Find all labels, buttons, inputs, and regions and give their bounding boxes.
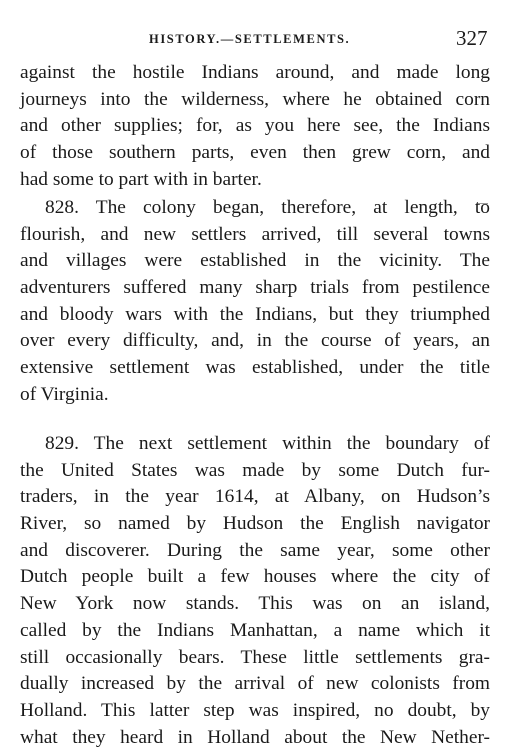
text-line: of those southern parts, even then grew corn, and	[20, 142, 490, 164]
page-number: 327	[456, 26, 488, 50]
text-line: and bloody wars with the Indians, but they triumphed	[20, 303, 490, 325]
text-line: of Virginia.	[20, 383, 109, 405]
text-line: what they heard in Holland about the New Nether-	[20, 726, 490, 748]
text-line: the United States was made by some Dutch fur-	[20, 459, 490, 481]
text-line: 829. The next settlement within the boundary of	[45, 433, 490, 454]
text-line: 828. The colony began, therefore, at length, to	[45, 197, 490, 218]
text-line: against the hostile Indians around, and made long	[20, 62, 490, 83]
text-line: traders, in the year 1614, at Albany, on Hudson’s	[20, 486, 490, 508]
text-line: New York now stands. This was on an island,	[20, 593, 490, 615]
running-title: HISTORY.—SETTLEMENTS.	[149, 32, 351, 46]
paragraph-829	[20, 431, 490, 751]
text-line: over every difficulty, and, in the course of years, an	[20, 330, 490, 352]
text-line: journeys into the wilderness, where he obtained corn	[20, 88, 490, 110]
text-line: and discoverer. During the same year, some other	[20, 539, 490, 561]
text-line: and other supplies; for, as you here see, the Indians	[20, 115, 490, 137]
text-line: extensive settlement was established, under the title	[20, 357, 490, 379]
paragraph-continuation	[20, 60, 490, 193]
text-line: Holland. This latter step was inspired, no doubt, by	[20, 699, 490, 721]
text-line: and villages were established in the vicinity. The	[20, 250, 490, 272]
text-line: Dutch people built a few houses where the city of	[20, 566, 490, 588]
text-line: had some to part with in barter.	[20, 168, 262, 190]
running-head	[0, 28, 507, 52]
text-line: dually increased by the arrival of new colonists from	[20, 673, 490, 695]
text-line: adventurers suffered many sharp trials from pestilence	[20, 277, 490, 299]
text-line: flourish, and new settlers arrived, till several towns	[20, 223, 490, 245]
text-line: called by the Indians Manhattan, a name which it	[20, 619, 490, 641]
paragraph-828	[20, 195, 490, 409]
text-line: River, so named by Hudson the English navigator	[20, 513, 490, 535]
text-line: still occasionally bears. These little settlements gra-	[20, 646, 490, 668]
